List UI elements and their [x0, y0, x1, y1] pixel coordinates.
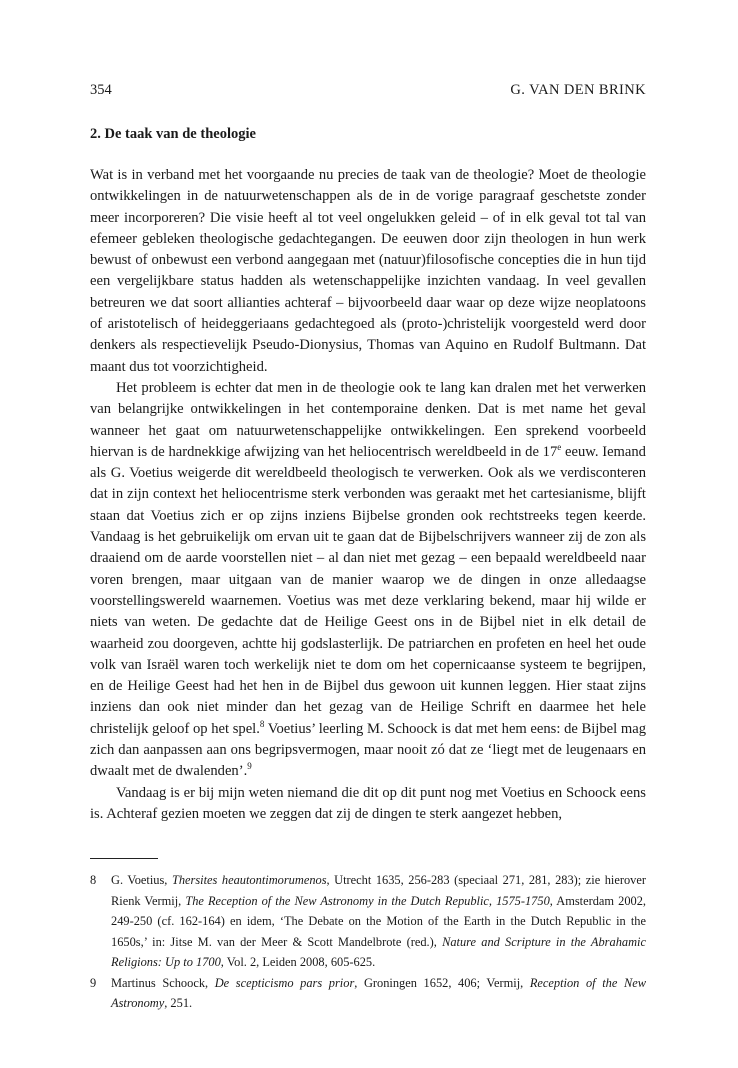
paragraph-2	[90, 378, 646, 783]
body-text	[90, 165, 646, 825]
footnote-text: , Groningen 1652, 406; Vermij,	[354, 975, 530, 990]
footnotes	[90, 870, 646, 1014]
footnote-text: , 251.	[164, 996, 193, 1010]
paragraph-2-part-b: eeuw. Iemand als G. Voetius weigerde dit wereldbeeld theologisch te verwerken. Ook als we verdisconteren dat in zijn context het heliocentrisme sterk verbonden was geraakt met het cartesianisme, blijft staan dat Voetius zich er op zijns inziens Bijbelse gronden ook rechtstreeks tegen keerde. Vandaag is het gebruikelijk om ervan uit te gaan dat de Bijbelschrijvers wanneer zij de zon als draaiend om de aarde voorstellen niet – al dan niet met gezag – een bepaald wereldbeeld naar voren brengen, maar uitgaan van de manier waarop we de dingen in onze alledaagse voorstellingswereld waarnemen. Voetius was met deze verklaring bekend, maar hij wilde er niets van weten. De gedachte dat de Heilige Geest ons in de Bijbel niet in elk detail de waarheid zou doorgeven, achtte hij godslasterlijk. De patriarchen en profeten en heel het oude volk van Israël waren toch werkelijk niet te dom om het copernicaanse systeem te begrijpen, en de Heilige Geest had het hen in de Bijbel dus gewoon uit kunnen leggen. Hier staat zijns inziens dan ook niet minder dan het gezag van de Heilige Schrift en daarmee het hele christelijk geloof op het spel.	[90, 443, 646, 737]
section-heading: 2. De taak van de theologie	[90, 126, 256, 142]
footnote-title-italic: De scepticismo pars prior	[214, 975, 355, 990]
footnote-number: 9	[90, 975, 97, 990]
footnote-rule	[90, 858, 158, 859]
century-superscript: e	[557, 441, 562, 452]
footnote-ref-8[interactable]: 8	[259, 718, 265, 729]
footnote-text: , Vol. 2, Leiden 2008, 605-625.	[220, 955, 376, 969]
footnote-number: 8	[90, 873, 97, 887]
footnote-text: Martinus Schoock,	[111, 975, 215, 990]
footnote-title-italic: Nature and Scripture in the Abrahamic Religions: Up to 1700	[111, 934, 646, 969]
running-head	[90, 80, 646, 100]
footnote-text: , Utrecht 1635, 256-283 (speciaal 271, 281, 283); zie hierover Rienk Vermij,	[111, 873, 646, 908]
paragraph-1: Wat is in verband met het voorgaande nu precies de taak van de theologie? Moet de theologie ontwikkelingen in de natuurwetenschappen als de in de vorige paragraaf geschetste zonder meer incorporeren? Die visie heeft al tot veel ongelukken geleid – of in elk geval tot tal van efemeer gebleken theologische gedachtegangen. De eeuwen door zijn theologen in hun werk bewust of onbewust een verbond aangegaan met (natuur)filosofische concepties die in hun tijd een vergelijkbare status hadden als wetenschappelijke inzichten vandaag. In veel gevallen betreuren we dat soort allianties achteraf – bijvoorbeeld daar waar op deze wijze neoplatoons of aristotelisch of heideggeriaans gedachtegoed als (proto-)christelijk voorgesteld werd door denkers als respectievelijk Pseudo-Dionysius, Thomas van Aquino en Rudolf Bultmann. Dat maant dus tot voorzichtigheid.	[90, 167, 646, 375]
footnote-text: G. Voetius,	[111, 873, 172, 887]
paragraph-3: Vandaag is er bij mijn weten niemand die dit op dit punt nog met Voetius en Schoock eens is. Achteraf gezien moeten we zeggen dat zij de dingen te sterk aangezet hebben,	[90, 784, 646, 822]
paragraph-2-part-a: Het probleem is echter dat men in de theologie ook te lang kan dralen met het verwerken van belangrijke ontwikkelingen in het contemporaine denken. Dat is met name het geval wanneer het gaat om natuurwetenschappelijke ontwikkelingen. Een sprekend voorbeeld hiervan is de hardnekkige afwijzing van het heliocentrisch wereldbeeld in de 17	[90, 379, 646, 460]
paragraph-2-part-c: Voetius’ leerling M. Schoock is dat met hem eens: de Bijbel mag zich dan aanpassen aan ons begripsvermogen, maar nooit zó dat ze ‘liegt met de leugenaars en dwaalt met de dwalenden’.	[90, 720, 646, 780]
running-title: G. VAN DEN BRINK	[510, 82, 646, 98]
footnote-8	[90, 870, 646, 973]
footnote-title-italic: Thersites heautontimorumenos	[171, 873, 327, 887]
footnote-title-italic: The Reception of the New Astronomy in the Dutch Republic, 1575-1750	[185, 893, 550, 908]
footnote-9	[90, 973, 646, 1014]
footnote-ref-9[interactable]: 9	[247, 761, 252, 772]
footnote-text: , Amsterdam 2002, 249-250 (cf. 162-164) en idem, ‘The Debate on the Motion of the Earth in the Dutch Republic in the 1650s,’ in: Jitse M. van der Meer & Scott Mandelbrote (red.),	[111, 893, 647, 949]
footnote-title-italic: Reception of the New Astronomy	[111, 975, 646, 1010]
page-number: 354	[90, 82, 112, 98]
